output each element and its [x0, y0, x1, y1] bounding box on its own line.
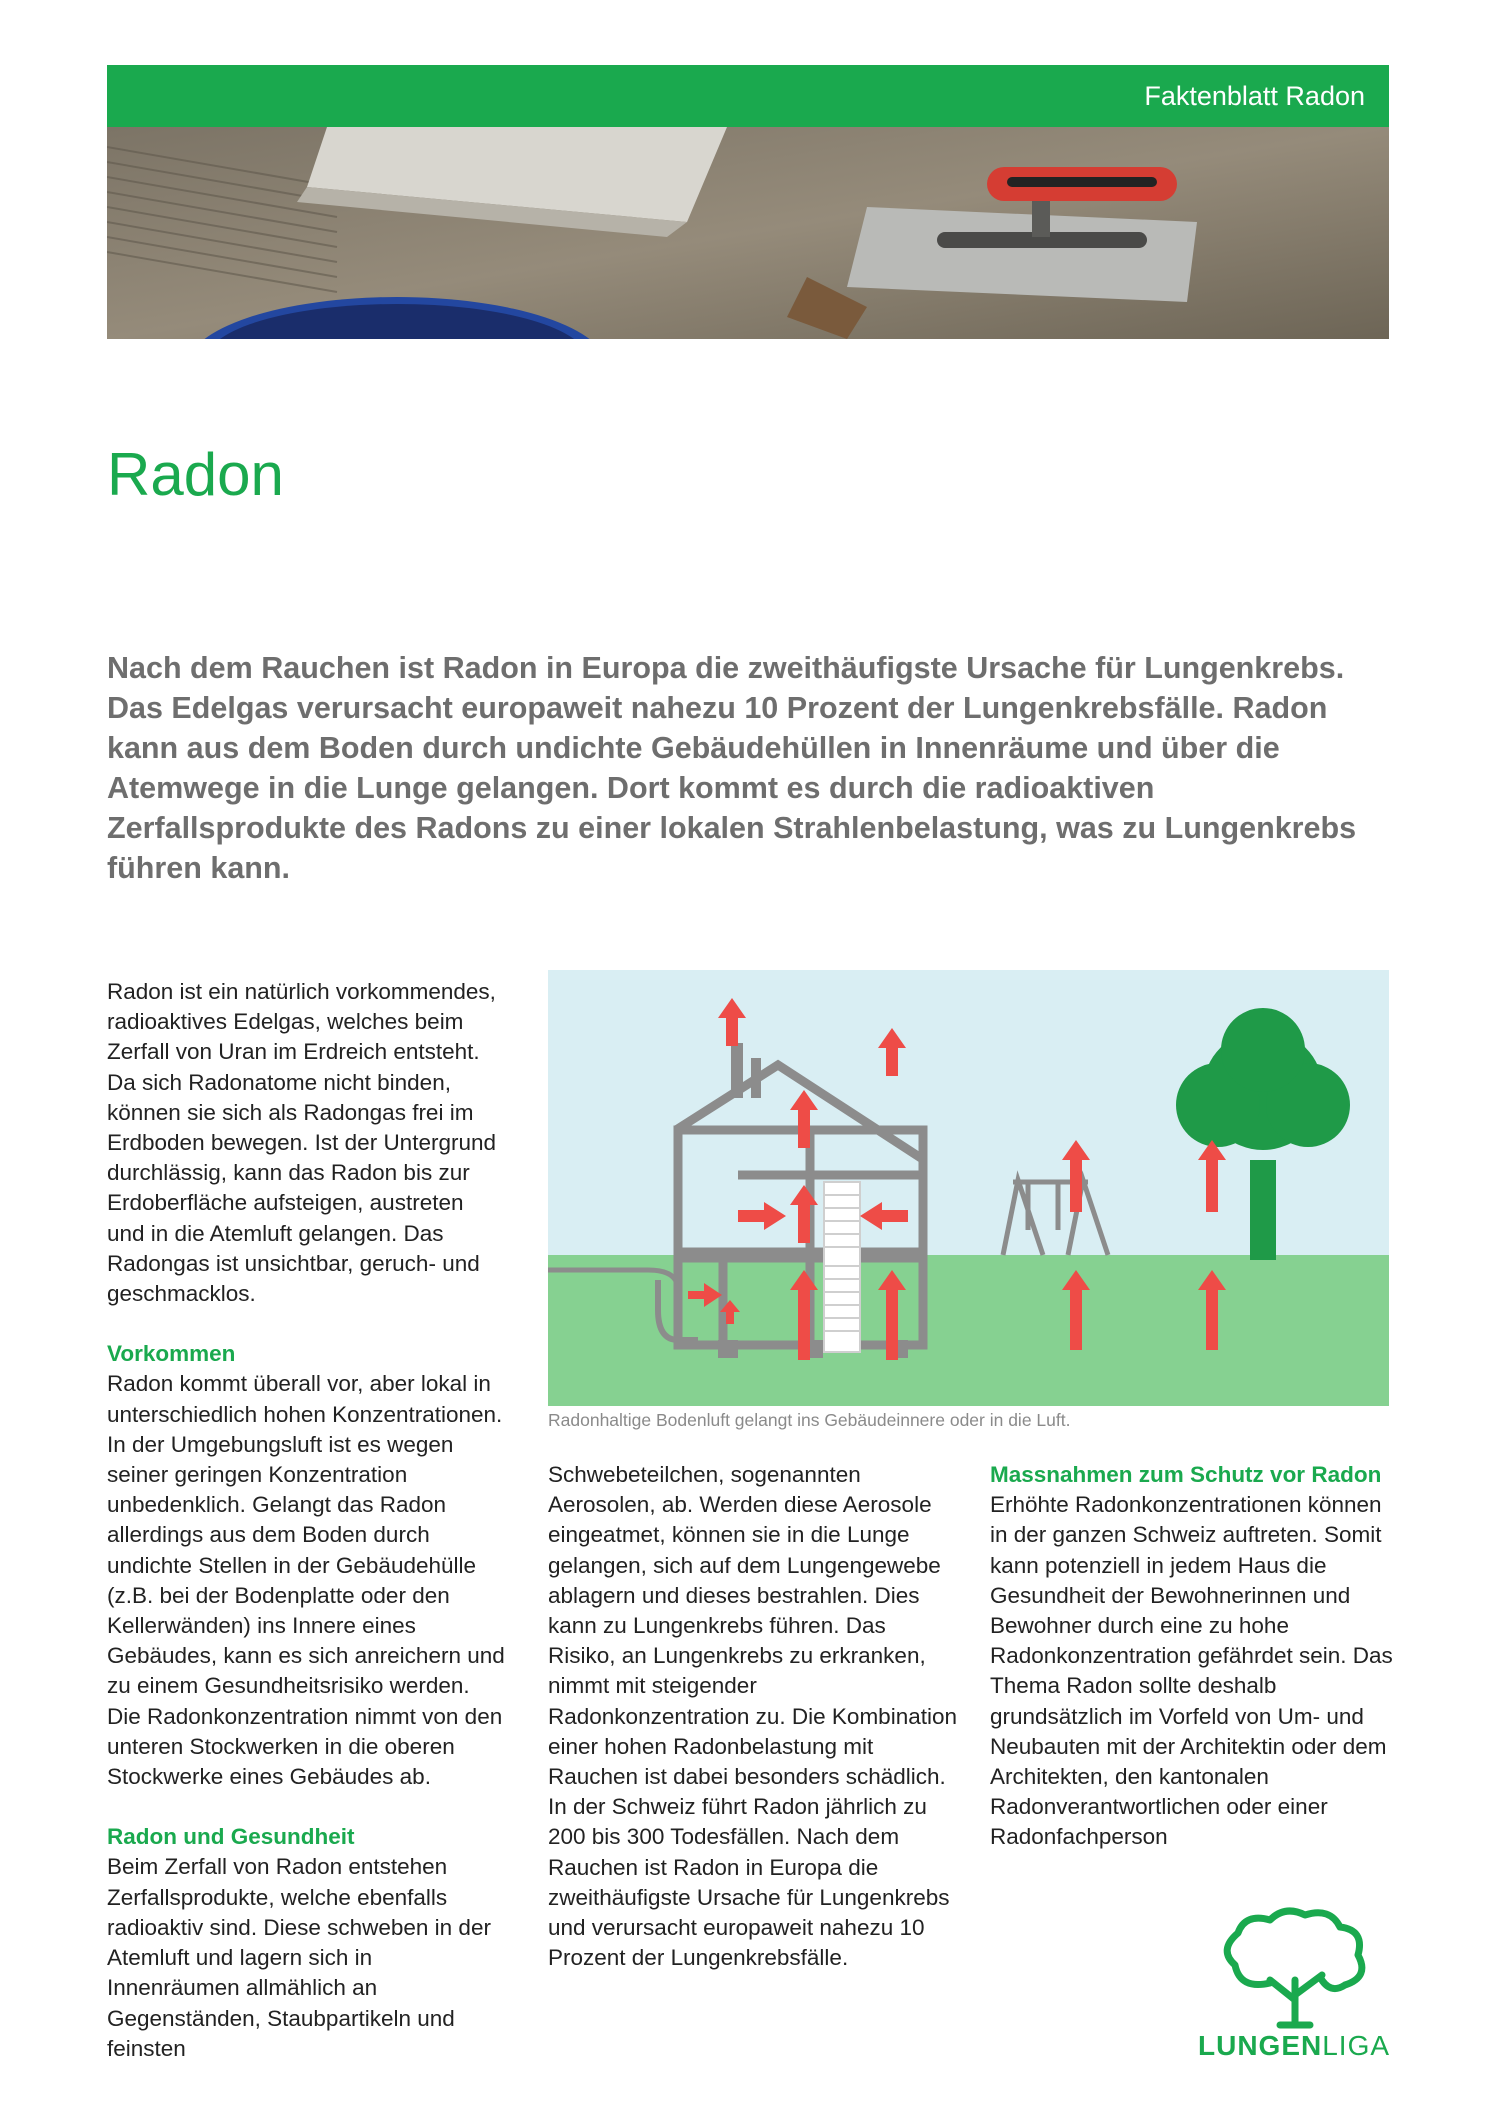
- massnahmen-text: Erhöhte Radonkonzentrationen können in der ganzen Schweiz auftreten. Somit kann potenziell in jedem Haus die Gesundheit der Bewohnerinnen und Bewohner durch eine zu hohe Radonkonzentration gefährdet sein. Das Thema Radon sollte deshalb grundsätzlich im Vorfeld von Um- und Neubauten mit der Architektin oder dem Architekten, den kantonalen Radonverantwortlichen oder einer Radonfachperson: [990, 1492, 1393, 1850]
- figure-caption: Radonhaltige Bodenluft gelangt ins Gebäudeinnere oder in die Luft.: [548, 1410, 1071, 1430]
- column-1: [107, 977, 507, 2064]
- column-3: [990, 1460, 1400, 1853]
- page-title: Radon: [107, 441, 284, 508]
- gesundheit-text-2: Schwebeteilchen, sogenannten Aerosolen, ab. Werden diese Aerosole eingeatmet, können sie in die Lunge gelangen, sich auf dem Lungengewebe ablagern und dieses bestrahlen. Dies kann zu Lungenkrebs führen. Das Risiko, an Lungenkrebs zu erkranken, nimmt mit steigender Radonkonzentration zu. Die Kombination einer hohen Radonbelastung mit Rauchen ist dabei besonders schädlich. In der Schweiz führt Radon jährlich zu 200 bis 300 Todesfällen. Nach dem Rauchen ist Radon in Europa die zweithäufigste Ursache für Lungenkrebs und verursacht europaweit nahezu 10 Prozent der Lungenkrebsfälle.: [548, 1462, 957, 1971]
- column-2: [548, 1460, 958, 1973]
- header-bar: [107, 65, 1389, 127]
- logo-part-1: LUNGEN: [1198, 2030, 1323, 2061]
- intro-text: Radon ist ein natürlich vorkommendes, radioaktives Edelgas, welches beim Zerfall von Uran im Erdreich entsteht. Da sich Radonatome nicht binden, können sie sich als Radongas frei im Erdboden bewegen. Ist der Untergrund durchlässig, kann das Radon bis zur Erdoberfläche aufsteigen, austreten und in die Atemluft gelangen. Das Radongas ist unsichtbar, geruch- und geschmacklos.: [107, 979, 497, 1307]
- gesundheit-text-1: Beim Zerfall von Radon entstehen Zerfallsprodukte, welche ebenfalls radioaktiv sind. Diese schweben in der Atemluft und lagern sich in Innenräumen allmählich an Gegenständen, Staubpartikeln und feinsten: [107, 1854, 491, 2061]
- logo-part-2: LIGA: [1322, 2030, 1391, 2061]
- heading-vorkommen: Vorkommen: [107, 1341, 236, 1367]
- vorkommen-text: Radon kommt überall vor, aber lokal in unterschiedlich hohen Konzentrationen. In der Umgebungsluft ist es wegen seiner geringen Konzentration unbedenklich. Gelangt das Radon allerdings aus dem Boden durch undichte Stellen in der Gebäudehülle (z.B. bei der Bodenplatte oder den Kellerwänden) ins Innere eines Gebäudes, kann es sich anreichern und zu einem Gesundheitsrisiko werden. Die Radonkonzentration nimmt von den unteren Stockwerken in die oberen Stockwerke eines Gebäudes ab.: [107, 1371, 505, 1790]
- hero-photo: [107, 127, 1389, 339]
- header-label: Faktenblatt Radon: [1144, 80, 1365, 111]
- radon-house-diagram: [548, 970, 1389, 1406]
- heading-gesundheit: Radon und Gesundheit: [107, 1824, 355, 1850]
- heading-massnahmen: Massnahmen zum Schutz vor Radon: [990, 1462, 1382, 1487]
- lungenliga-wordmark: [1198, 2030, 1390, 2062]
- lead-paragraph: Nach dem Rauchen ist Radon in Europa die zweithäufigste Ursache für Lungenkrebs. Das Edelgas verursacht europaweit nahezu 10 Prozent der Lungenkrebsfälle. Radon kann aus dem Boden durch undichte Gebäudehüllen in Innenräume und über die Atemwege in die Lunge gelangen. Dort kommt es durch die radioaktiven Zerfallsprodukte des Radons zu einer lokalen Strahlenbelastung, was zu Lungenkrebs führen kann.: [107, 651, 1357, 885]
